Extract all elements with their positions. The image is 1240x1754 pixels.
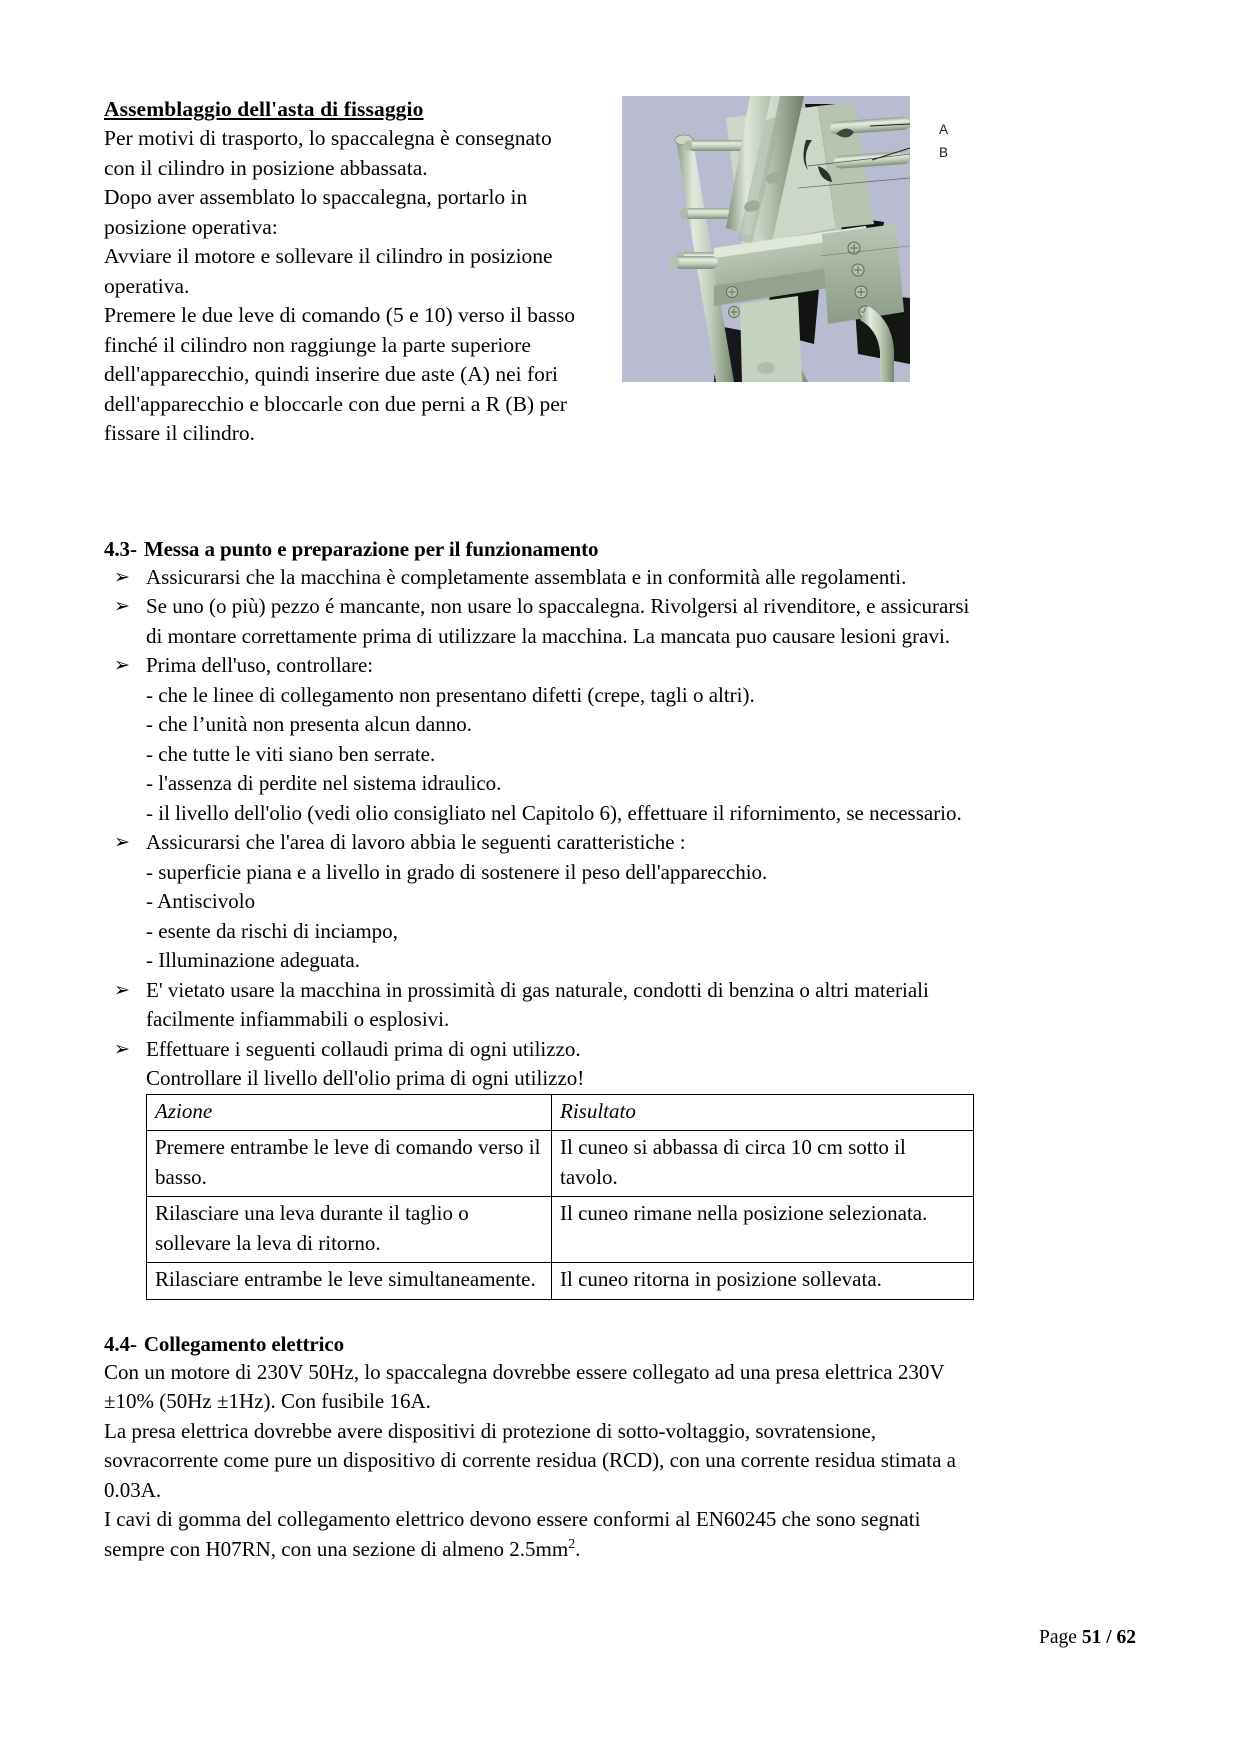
footer-total-pages: 62 xyxy=(1116,1627,1136,1648)
list-item-label: Se uno (o più) pezzo é mancante, non usare lo spaccalegna. Rivolgersi al rivenditore, e assicurarsi xyxy=(146,594,970,618)
intro-line: dell'apparecchio, quindi inserire due aste (A) nei fori xyxy=(104,362,558,386)
section-number-43: 4.3- xyxy=(104,536,137,561)
sub-list-item: - che tutte le viti siano ben serrate. xyxy=(146,741,436,766)
list-item xyxy=(104,1035,1136,1065)
list-item xyxy=(104,592,1136,622)
arrow-bullet-icon: ➢ xyxy=(114,978,130,1001)
intro-line: finché il cilindro non raggiunge la parte superiore xyxy=(104,332,531,357)
section-title-43: Messa a punto e preparazione per il funzionamento xyxy=(143,536,599,561)
paragraph-line: I cavi di gomma del collegamento elettrico devono essere conformi al EN60245 che sono segnati xyxy=(104,1507,921,1531)
intro-line: con il cilindro in posizione abbassata. xyxy=(104,155,428,180)
section-heading-43 xyxy=(104,535,1136,563)
table-cell-action: Rilasciare entrambe le leve simultaneamente. xyxy=(147,1263,552,1300)
arrow-bullet-icon: ➢ xyxy=(114,654,130,676)
intro-line: Per motivi di trasporto, lo spaccalegna è consegnato xyxy=(104,126,552,150)
paragraph-line: 0.03A. xyxy=(104,1477,162,1502)
cad-illustration xyxy=(622,96,910,382)
footer-page-label: Page xyxy=(1039,1627,1082,1648)
sub-list-item: - che l’unità non presenta alcun danno. xyxy=(146,712,472,736)
cable-section-prefix: sempre con H07RN, con una sezione di almeno 2.5mm xyxy=(104,1536,569,1561)
table-cell-action: Rilasciare una leva durante il taglio o sollevare la leva di ritorno. xyxy=(147,1197,552,1263)
sub-list-item: - che le linee di collegamento non presentano difetti (crepe, tagli o altri). xyxy=(146,682,755,707)
figure-log-splitter-cylinder xyxy=(622,96,962,382)
table-cell-result: Il cuneo ritorna in posizione sollevata. xyxy=(552,1263,974,1300)
cable-section-suffix: . xyxy=(575,1536,581,1561)
arrow-bullet-icon: ➢ xyxy=(114,565,130,588)
table-cell-result: Il cuneo rimane nella posizione selezionata. xyxy=(552,1197,974,1263)
section-heading-44 xyxy=(104,1330,1136,1358)
sub-list-item: - Illuminazione adeguata. xyxy=(146,948,360,972)
intro-line: Premere le due leve di comando (5 e 10) verso il basso xyxy=(104,303,576,327)
section-title-44: Collegamento elettrico xyxy=(143,1331,344,1356)
list-item xyxy=(104,976,1136,1006)
list-item xyxy=(104,651,1136,681)
arrow-bullet-icon: ➢ xyxy=(114,831,130,853)
list-item xyxy=(104,828,1136,858)
table-header-action: Azione xyxy=(147,1094,552,1131)
table-header-result: Risultato xyxy=(552,1094,974,1131)
table-cell-result: Il cuneo si abbassa di circa 10 cm sotto il tavolo. xyxy=(552,1131,974,1197)
list-item-continuation: facilmente infiammabili o esplosivi. xyxy=(146,1007,450,1031)
callout-label-a: A xyxy=(939,122,949,137)
procedure-table xyxy=(146,1094,974,1300)
paragraph-line: La presa elettrica dovrebbe avere dispositivi di protezione di sotto-voltaggio, sovratensione, xyxy=(104,1418,877,1443)
arrow-bullet-icon: ➢ xyxy=(114,1037,130,1060)
intro-text-column xyxy=(104,96,604,449)
intro-line: dell'apparecchio e bloccarle con due perni a R (B) per xyxy=(104,391,567,416)
intro-section xyxy=(104,96,1136,449)
sub-list-item: - superficie piana e a livello in grado di sostenere il peso dell'apparecchio. xyxy=(146,859,768,884)
list-item-label: Effettuare i seguenti collaudi prima di ogni utilizzo. xyxy=(146,1036,581,1061)
intro-line: operativa. xyxy=(104,273,190,298)
footer-separator: / xyxy=(1101,1627,1117,1648)
sub-list-item: - Antiscivolo xyxy=(146,889,256,913)
checklist-43 xyxy=(104,563,1136,1094)
paragraph-line-cable-section xyxy=(104,1535,1136,1565)
intro-line: posizione operativa: xyxy=(104,214,278,239)
page-footer xyxy=(1039,1626,1136,1650)
procedure-table-wrapper xyxy=(104,1094,1136,1300)
cable-section-exponent: 2 xyxy=(568,1535,576,1551)
list-item xyxy=(104,563,1136,593)
list-item-label: E' vietato usare la macchina in prossimità di gas naturale, condotti di benzina o altri materiali xyxy=(146,977,929,1002)
table-header-row xyxy=(147,1094,974,1131)
sub-list-item: - l'assenza di perdite nel sistema idraulico. xyxy=(146,771,502,795)
list-item-label: Prima dell'uso, controllare: xyxy=(146,653,374,677)
paragraph-line: ±10% (50Hz ±1Hz). Con fusibile 16A. xyxy=(104,1389,431,1413)
table-row xyxy=(147,1263,974,1300)
sub-list-item: - esente da rischi di inciampo, xyxy=(146,918,398,943)
list-item-continuation: di montare correttamente prima di utilizzare la macchina. La mancata puo causare lesioni gravi. xyxy=(146,623,951,648)
intro-line: Dopo aver assemblato lo spaccalegna, portarlo in xyxy=(104,185,528,209)
section-number-44: 4.4- xyxy=(104,1331,137,1356)
paragraph-line: sovracorrente come pure un dispositivo di corrente residua (RCD), con una corrente residua stimata a xyxy=(104,1448,956,1472)
sub-list-item: - il livello dell'olio (vedi olio consigliato nel Capitolo 6), effettuare il rifornimento, se necessario. xyxy=(146,800,962,825)
intro-line: Avviare il motore e sollevare il cilindro in posizione xyxy=(104,244,553,268)
callout-label-b: B xyxy=(939,145,949,160)
footer-page-number: 51 xyxy=(1081,1627,1102,1648)
table-cell-action: Premere entrambe le leve di comando verso il basso. xyxy=(147,1131,552,1197)
arrow-bullet-icon: ➢ xyxy=(114,595,130,617)
intro-heading: Assemblaggio dell'asta di fissaggio xyxy=(104,97,424,121)
table-row xyxy=(147,1131,974,1197)
paragraph-line: Con un motore di 230V 50Hz, lo spaccalegna dovrebbe essere collegato ad una presa elettrica 230V xyxy=(104,1359,945,1384)
list-item-label: Assicurarsi che la macchina è completamente assemblata e in conformità alle regolamenti. xyxy=(146,564,907,589)
oil-check-note: Controllare il livello dell'olio prima di ogni utilizzo! xyxy=(146,1066,585,1090)
intro-line: fissare il cilindro. xyxy=(104,421,256,445)
list-item-label: Assicurarsi che l'area di lavoro abbia le seguenti caratteristiche : xyxy=(146,830,686,854)
table-row xyxy=(147,1197,974,1263)
